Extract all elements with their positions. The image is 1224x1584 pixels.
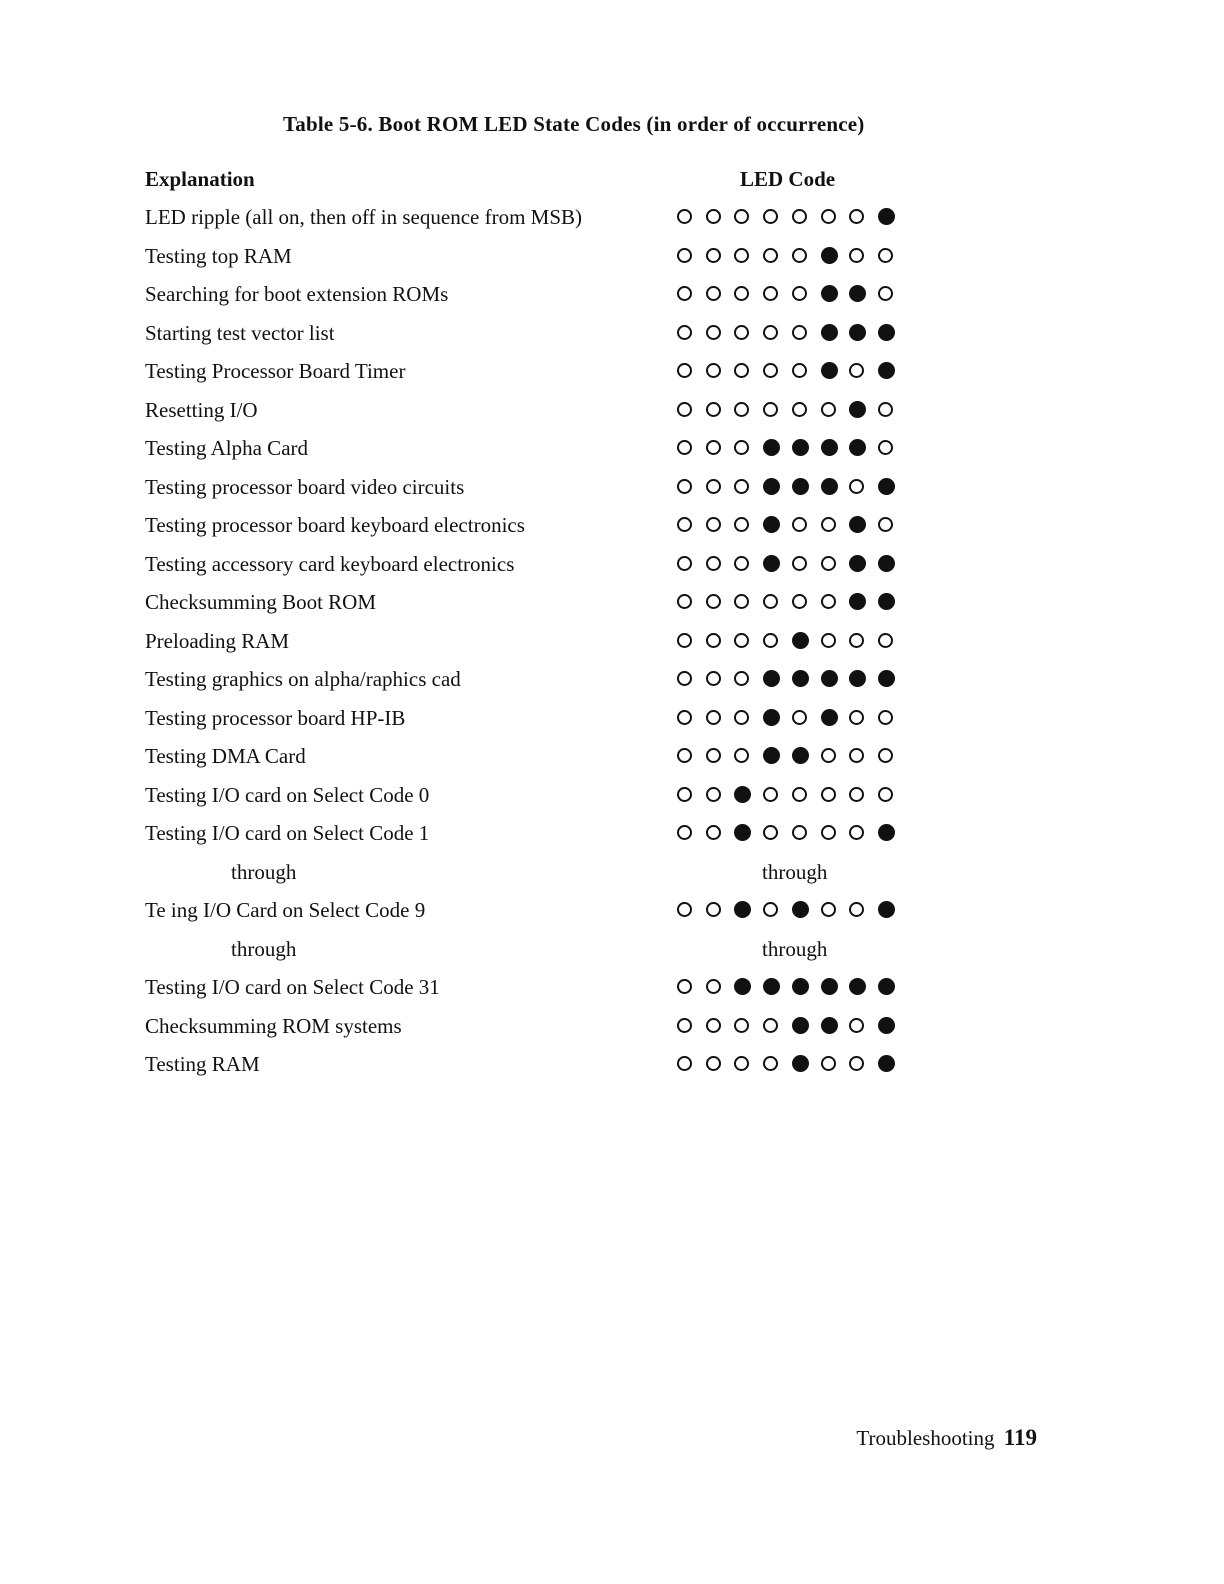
led-on-icon: [821, 709, 838, 726]
led-on-icon: [792, 978, 809, 995]
led-off-icon: [821, 748, 836, 763]
led-off-icon: [706, 479, 721, 494]
led-on-icon: [878, 1017, 895, 1034]
led-off-icon: [821, 402, 836, 417]
led-code-header: LED Code: [740, 167, 836, 191]
led-off-icon: [677, 748, 692, 763]
led-off-icon: [763, 1056, 778, 1071]
table-row: [0, 968, 1224, 1007]
table-row: [0, 352, 1224, 391]
led-on-icon: [792, 1055, 809, 1072]
led-off-icon: [706, 402, 721, 417]
explanation-text: Testing processor board HP-IB: [145, 705, 406, 730]
led-off-icon: [734, 748, 749, 763]
led-on-icon: [849, 439, 866, 456]
led-off-icon: [677, 248, 692, 263]
table-row: [0, 506, 1224, 545]
led-off-icon: [706, 594, 721, 609]
led-on-icon: [878, 670, 895, 687]
explanation-header: Explanation: [145, 167, 255, 191]
led-off-icon: [821, 209, 836, 224]
led-off-icon: [677, 402, 692, 417]
led-off-icon: [849, 748, 864, 763]
led-on-icon: [821, 285, 838, 302]
led-off-icon: [849, 1056, 864, 1071]
led-off-icon: [734, 479, 749, 494]
led-off-icon: [734, 633, 749, 648]
table-row: [0, 237, 1224, 276]
led-on-icon: [821, 247, 838, 264]
table-row: [0, 699, 1224, 738]
led-off-icon: [677, 594, 692, 609]
led-off-icon: [706, 440, 721, 455]
led-off-icon: [849, 902, 864, 917]
led-off-icon: [821, 825, 836, 840]
explanation-text: Testing Alpha Card: [145, 436, 309, 460]
led-off-icon: [706, 787, 721, 802]
led-off-icon: [792, 825, 807, 840]
led-on-icon: [821, 1017, 838, 1034]
led-on-icon: [763, 516, 780, 533]
led-off-icon: [706, 902, 721, 917]
table-row: [0, 1045, 1224, 1084]
led-code: [677, 362, 897, 380]
led-on-icon: [763, 439, 780, 456]
led-on-icon: [821, 324, 838, 341]
led-code: [677, 439, 897, 457]
led-code: [677, 978, 897, 996]
led-code: [677, 670, 897, 688]
led-code: [677, 1017, 897, 1035]
led-off-icon: [878, 402, 893, 417]
led-off-icon: [821, 633, 836, 648]
led-off-icon: [878, 748, 893, 763]
led-off-icon: [734, 325, 749, 340]
led-on-icon: [792, 901, 809, 918]
led-off-icon: [734, 671, 749, 686]
led-on-icon: [878, 362, 895, 379]
led-off-icon: [734, 710, 749, 725]
led-off-icon: [763, 633, 778, 648]
led-off-icon: [677, 1018, 692, 1033]
led-off-icon: [706, 710, 721, 725]
through-label: through: [231, 859, 297, 884]
led-off-icon: [677, 671, 692, 686]
led-off-icon: [706, 556, 721, 571]
led-on-icon: [878, 1055, 895, 1072]
led-code: [677, 709, 897, 727]
led-off-icon: [734, 517, 749, 532]
explanation-text: Testing DMA Card: [145, 744, 306, 768]
led-on-icon: [878, 208, 895, 225]
led-off-icon: [677, 979, 692, 994]
led-off-icon: [849, 633, 864, 648]
led-off-icon: [878, 440, 893, 455]
led-off-icon: [878, 517, 893, 532]
led-on-icon: [849, 285, 866, 302]
led-code: [677, 285, 897, 303]
led-off-icon: [821, 902, 836, 917]
led-off-icon: [763, 1018, 778, 1033]
led-off-icon: [849, 825, 864, 840]
led-off-icon: [849, 787, 864, 802]
led-off-icon: [878, 286, 893, 301]
led-off-icon: [792, 594, 807, 609]
led-off-icon: [734, 248, 749, 263]
page-number: 119: [1003, 1425, 1037, 1450]
led-on-icon: [821, 439, 838, 456]
led-off-icon: [792, 402, 807, 417]
led-off-icon: [878, 633, 893, 648]
led-off-icon: [763, 787, 778, 802]
table-row: [0, 1007, 1224, 1046]
led-off-icon: [677, 556, 692, 571]
led-off-icon: [734, 1018, 749, 1033]
led-off-icon: [706, 748, 721, 763]
explanation-text: Testing I/O card on Select Code 31: [145, 975, 440, 999]
led-off-icon: [763, 594, 778, 609]
led-state-table: [0, 198, 1224, 1084]
led-off-icon: [821, 517, 836, 532]
led-on-icon: [792, 747, 809, 764]
explanation-text: Searching for boot extension ROMs: [145, 282, 449, 306]
explanation-text: Testing accessory card keyboard electronics: [145, 551, 515, 576]
explanation-text: Checksumming ROM systems: [145, 1013, 402, 1038]
explanation-text: Testing processor board video circuits: [145, 474, 465, 499]
led-off-icon: [763, 402, 778, 417]
led-code: [677, 516, 897, 534]
explanation-text: Checksumming Boot ROM: [145, 590, 377, 614]
led-off-icon: [706, 825, 721, 840]
table-row: [0, 314, 1224, 353]
led-off-icon: [763, 286, 778, 301]
explanation-text: Te ing I/O Card on Select Code 9: [145, 898, 426, 922]
led-on-icon: [849, 670, 866, 687]
led-on-icon: [878, 824, 895, 841]
led-off-icon: [792, 710, 807, 725]
led-on-icon: [763, 670, 780, 687]
through-label: through: [231, 936, 297, 961]
led-off-icon: [706, 209, 721, 224]
led-off-icon: [706, 671, 721, 686]
led-on-icon: [734, 824, 751, 841]
explanation-text: Starting test vector list: [145, 320, 335, 345]
explanation-text: Testing top RAM: [145, 243, 292, 268]
led-through-label: through: [762, 936, 828, 961]
led-on-icon: [734, 978, 751, 995]
led-off-icon: [792, 286, 807, 301]
led-on-icon: [734, 786, 751, 803]
explanation-text: Testing RAM: [145, 1052, 260, 1076]
led-code: [677, 555, 897, 573]
led-off-icon: [734, 402, 749, 417]
led-off-icon: [706, 325, 721, 340]
led-off-icon: [878, 787, 893, 802]
led-off-icon: [849, 710, 864, 725]
table-row: [0, 891, 1224, 930]
led-on-icon: [878, 901, 895, 918]
led-on-icon: [763, 978, 780, 995]
led-off-icon: [792, 325, 807, 340]
led-code: [677, 478, 897, 496]
led-off-icon: [706, 517, 721, 532]
led-on-icon: [763, 747, 780, 764]
led-off-icon: [677, 286, 692, 301]
led-off-icon: [706, 1056, 721, 1071]
table-row: [0, 660, 1224, 699]
led-off-icon: [821, 1056, 836, 1071]
led-on-icon: [821, 978, 838, 995]
led-code: [677, 401, 897, 419]
led-on-icon: [821, 670, 838, 687]
led-off-icon: [849, 1018, 864, 1033]
led-off-icon: [677, 209, 692, 224]
led-on-icon: [792, 670, 809, 687]
led-code: [677, 901, 897, 919]
led-off-icon: [763, 209, 778, 224]
led-off-icon: [878, 248, 893, 263]
led-off-icon: [677, 710, 692, 725]
led-code: [677, 786, 897, 804]
led-off-icon: [677, 325, 692, 340]
table-row: [0, 468, 1224, 507]
table-row: [0, 545, 1224, 584]
led-code: [677, 824, 897, 842]
led-on-icon: [878, 978, 895, 995]
led-off-icon: [677, 825, 692, 840]
led-code: [677, 247, 897, 265]
led-off-icon: [821, 787, 836, 802]
table-row: [0, 391, 1224, 430]
led-code: [677, 1055, 897, 1073]
explanation-text: Testing I/O card on Select Code 1: [145, 821, 430, 845]
led-off-icon: [677, 479, 692, 494]
table-row: [0, 737, 1224, 776]
led-off-icon: [734, 286, 749, 301]
led-on-icon: [849, 593, 866, 610]
explanation-text: Testing processor board keyboard electronics: [145, 513, 525, 537]
explanation-text: Testing Processor Board Timer: [145, 359, 406, 383]
led-off-icon: [734, 440, 749, 455]
led-off-icon: [792, 248, 807, 263]
led-off-icon: [849, 209, 864, 224]
led-off-icon: [677, 440, 692, 455]
led-off-icon: [849, 363, 864, 378]
led-on-icon: [878, 555, 895, 572]
explanation-text: LED ripple (all on, then off in sequence from MSB): [145, 205, 583, 229]
led-on-icon: [849, 555, 866, 572]
led-through-label: through: [762, 859, 828, 884]
led-on-icon: [878, 593, 895, 610]
led-on-icon: [792, 478, 809, 495]
led-off-icon: [706, 286, 721, 301]
explanation-text: Preloading RAM: [145, 628, 290, 653]
led-off-icon: [792, 787, 807, 802]
led-off-icon: [792, 517, 807, 532]
led-off-icon: [792, 363, 807, 378]
led-off-icon: [677, 787, 692, 802]
explanation-text: Testing I/O card on Select Code 0: [145, 782, 430, 807]
led-off-icon: [849, 479, 864, 494]
led-off-icon: [706, 363, 721, 378]
table-row: [0, 198, 1224, 237]
footer-section-label: Troubleshooting: [856, 1426, 995, 1450]
led-off-icon: [677, 517, 692, 532]
led-off-icon: [821, 556, 836, 571]
table-row: [0, 776, 1224, 815]
led-code: [677, 208, 897, 226]
led-off-icon: [763, 902, 778, 917]
led-code: [677, 632, 897, 650]
led-on-icon: [821, 478, 838, 495]
led-on-icon: [849, 401, 866, 418]
led-on-icon: [763, 709, 780, 726]
led-off-icon: [677, 633, 692, 648]
led-off-icon: [821, 594, 836, 609]
led-off-icon: [734, 363, 749, 378]
led-on-icon: [763, 555, 780, 572]
led-on-icon: [878, 324, 895, 341]
through-row: [0, 853, 1224, 892]
led-on-icon: [792, 1017, 809, 1034]
page-footer: [856, 1425, 1037, 1451]
led-code: [677, 324, 897, 342]
led-off-icon: [763, 325, 778, 340]
led-code: [677, 593, 897, 611]
led-off-icon: [734, 1056, 749, 1071]
table-row: [0, 275, 1224, 314]
led-on-icon: [878, 478, 895, 495]
led-on-icon: [792, 632, 809, 649]
led-off-icon: [734, 209, 749, 224]
led-off-icon: [763, 363, 778, 378]
led-off-icon: [706, 633, 721, 648]
led-on-icon: [849, 978, 866, 995]
led-off-icon: [677, 1056, 692, 1071]
explanation-text: Testing graphics on alpha/raphics cad: [145, 667, 461, 691]
table-row: [0, 583, 1224, 622]
led-off-icon: [677, 902, 692, 917]
table-title: Table 5-6. Boot ROM LED State Codes (in order of occurrence): [283, 112, 865, 136]
explanation-text: Resetting I/O: [145, 397, 258, 422]
led-off-icon: [763, 248, 778, 263]
table-row: [0, 814, 1224, 853]
led-off-icon: [706, 248, 721, 263]
led-off-icon: [849, 248, 864, 263]
led-off-icon: [706, 979, 721, 994]
table-row: [0, 622, 1224, 661]
led-off-icon: [792, 556, 807, 571]
led-off-icon: [734, 594, 749, 609]
led-on-icon: [821, 362, 838, 379]
led-off-icon: [706, 1018, 721, 1033]
led-on-icon: [734, 901, 751, 918]
led-off-icon: [792, 209, 807, 224]
led-on-icon: [763, 478, 780, 495]
through-row: [0, 930, 1224, 969]
led-off-icon: [734, 556, 749, 571]
led-on-icon: [849, 516, 866, 533]
led-on-icon: [792, 439, 809, 456]
led-on-icon: [849, 324, 866, 341]
table-row: [0, 429, 1224, 468]
led-off-icon: [677, 363, 692, 378]
led-off-icon: [763, 825, 778, 840]
led-code: [677, 747, 897, 765]
led-off-icon: [878, 710, 893, 725]
